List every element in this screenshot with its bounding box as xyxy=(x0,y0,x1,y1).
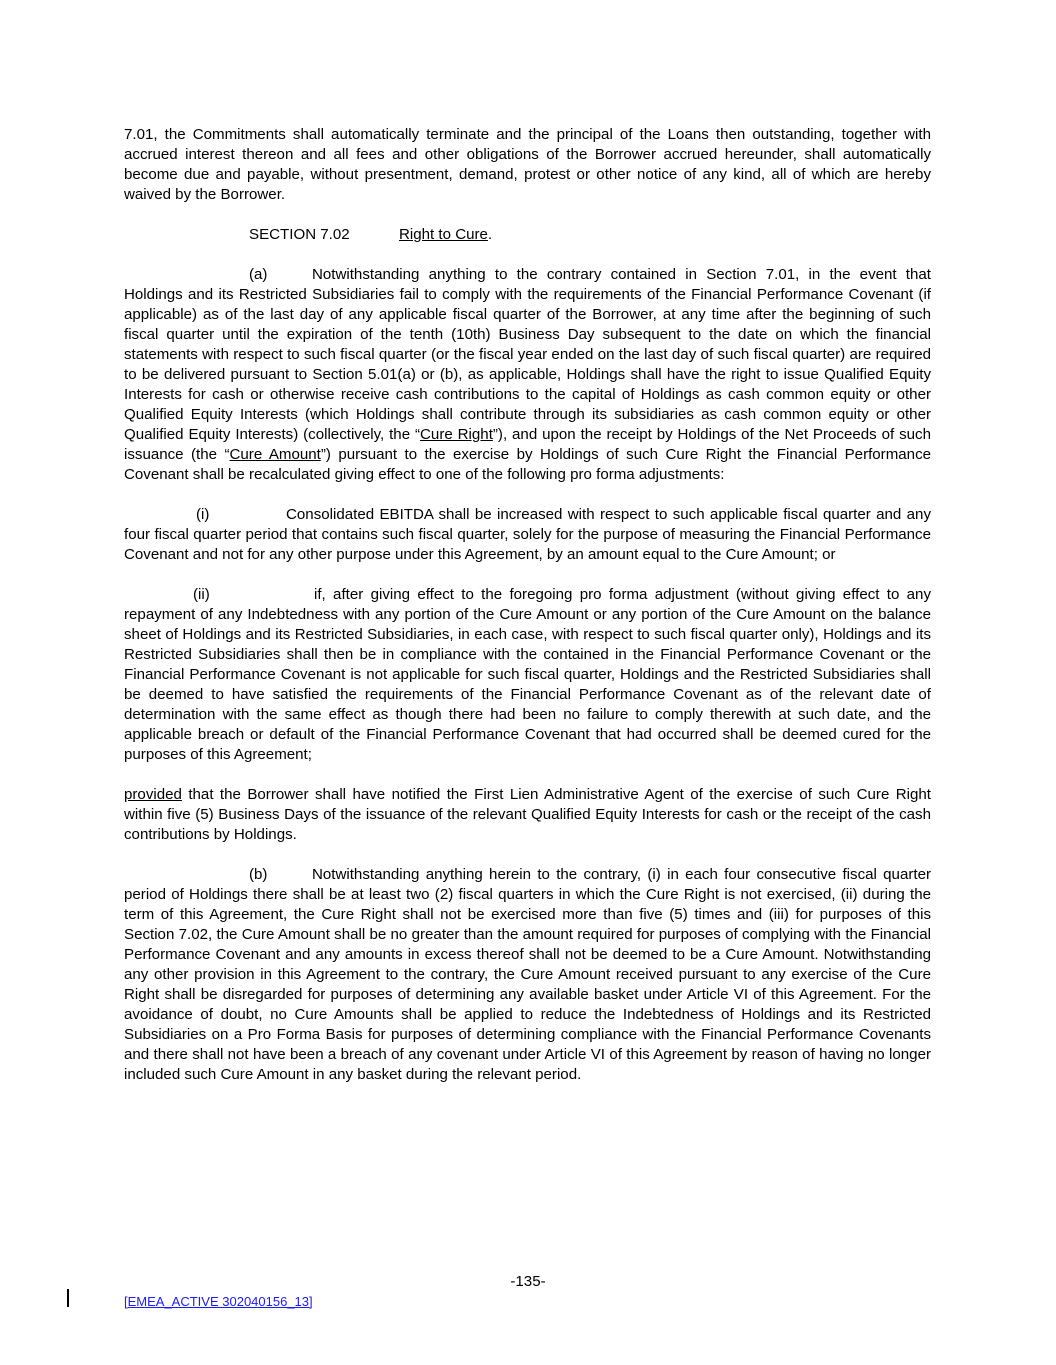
defined-term-cure-amount: Cure Amount xyxy=(229,446,321,463)
change-bar xyxy=(67,1289,69,1307)
defined-term-cure-right: Cure Right xyxy=(420,426,493,443)
proviso-paragraph xyxy=(124,785,931,845)
section-label: SECTION 7.02 xyxy=(249,226,350,243)
section-title: Right to Cure xyxy=(399,226,488,243)
paragraph-a-marker: (a) xyxy=(249,266,268,283)
item-i-marker: (i) xyxy=(196,506,210,523)
paragraph-a-text-1: Notwithstanding anything to the contrary contained in Section 7.01, in the event that Holdings and its Restricted Subsidiaries fail to comply with the requirements of the Financial Performance Covenant (if applicable) as of the last day of any applicable fiscal quarter of the Borrower, at any time after the beginning of such fiscal quarter until the expiration of the tenth (10th) Business Day subsequent to the date on which the financial statements with respect to such fiscal quarter (or the fiscal year ended on the last day of such fiscal quarter) are required to be delivered pursuant to Section 5.01(a) or (b), as applicable, Holdings shall have the right to issue Qualified Equity Interests for cash or otherwise receive cash contributions to the capital of Holdings as cash common equity or other Qualified Equity Interests (which Holdings shall contribute through its subsidiaries as cash common equity or other Qualified Equity Interests) (collectively, the “ xyxy=(124,266,931,443)
paragraph-b-text: Notwithstanding anything herein to the contrary, (i) in each four consecutive fiscal quarter period of Holdings there shall be at least two (2) fiscal quarters in which the Cure Right is not exercised, (ii) during the term of this Agreement, the Cure Right shall not be exercised more than five (5) times and (iii) for purposes of this Section 7.02, the Cure Amount shall be no greater than the amount required for purposes of complying with the Financial Performance Covenant and any amounts in excess thereof shall not be deemed to be a Cure Amount. Notwithstanding any other provision in this Agreement to the contrary, the Cure Amount received pursuant to any exercise of the Cure Right shall be disregarded for purposes of determining any available basket under Article VI of this Agreement. For the avoidance of doubt, no Cure Amounts shall be applied to reduce the Indebtedness of Holdings and its Restricted Subsidiaries on a Pro Forma Basis for purposes of determining compliance with the Financial Performance Covenants and there shall not have been a breach of any covenant under Article VI of this Agreement by reason of having no longer included such Cure Amount in any basket during the relevant period. xyxy=(124,866,931,1083)
section-title-suffix: . xyxy=(487,226,493,243)
document-reference-link[interactable]: [EMEA_ACTIVE 302040156_13] xyxy=(124,1294,313,1309)
paragraph-a-text-2: ”), and upon the receipt by Holdings of the Net Proceeds of such issuance (the “ xyxy=(124,426,931,463)
paragraph-b-marker: (b) xyxy=(249,866,268,883)
proviso-term: provided xyxy=(124,786,182,803)
item-i-text: Consolidated EBITDA shall be increased with respect to such applicable fiscal quarter and any four fiscal quarter period that contains such fiscal quarter, solely for the purpose of measuring the Financial Performance Covenant and not for any other purpose under this Agreement, by an amount equal to the Cure Amount; or xyxy=(124,506,931,563)
paragraph-a xyxy=(124,265,931,485)
document-body xyxy=(124,125,931,1085)
paragraph-b xyxy=(124,865,931,1085)
item-ii-text: if, after giving effect to the foregoing pro forma adjustment (without giving effect to any repayment of any Indebtedness with any portion of the Cure Amount or any portion of the Cure Amount on the balance sheet of Holdings and its Restricted Subsidiaries, in each case, with respect to such fiscal quarter only), Holdings and its Restricted Subsidiaries shall then be in compliance with the contained in the Financial Performance Covenant or the Financial Performance Covenant is not applicable for such fiscal quarter, Holdings and the Restricted Subsidiaries shall be deemed to have satisfied the requirements of the Financial Performance Covenant as of the relevant date of determination with the same effect as though there had been no failure to comply therewith at such date, and the applicable breach or default of the Financial Performance Covenant that had occurred shall be deemed cured for the purposes of this Agreement; xyxy=(124,586,931,763)
item-ii-marker: (ii) xyxy=(193,586,210,603)
page-number: -135- xyxy=(510,1273,546,1290)
intro-paragraph: 7.01, the Commitments shall automatically terminate and the principal of the Loans then outstanding, together with accrued interest thereon and all fees and other obligations of the Borrower accrued hereunder, shall automatically become due and payable, without presentment, demand, protest or other notice of any kind, all of which are hereby waived by the Borrower. xyxy=(124,126,931,203)
section-heading xyxy=(124,225,931,245)
item-i xyxy=(124,505,931,565)
paragraph-a-text-3: ”) pursuant to the exercise by Holdings of such Cure Right the Financial Performance Covenant shall be recalculated giving effect to one of the following pro forma adjustments: xyxy=(124,446,932,483)
proviso-text: that the Borrower shall have notified the First Lien Administrative Agent of the exercise of such Cure Right within five (5) Business Days of the issuance of the relevant Qualified Equity Interests for cash or the receipt of the cash contributions by Holdings. xyxy=(124,786,931,843)
item-ii xyxy=(124,585,931,765)
